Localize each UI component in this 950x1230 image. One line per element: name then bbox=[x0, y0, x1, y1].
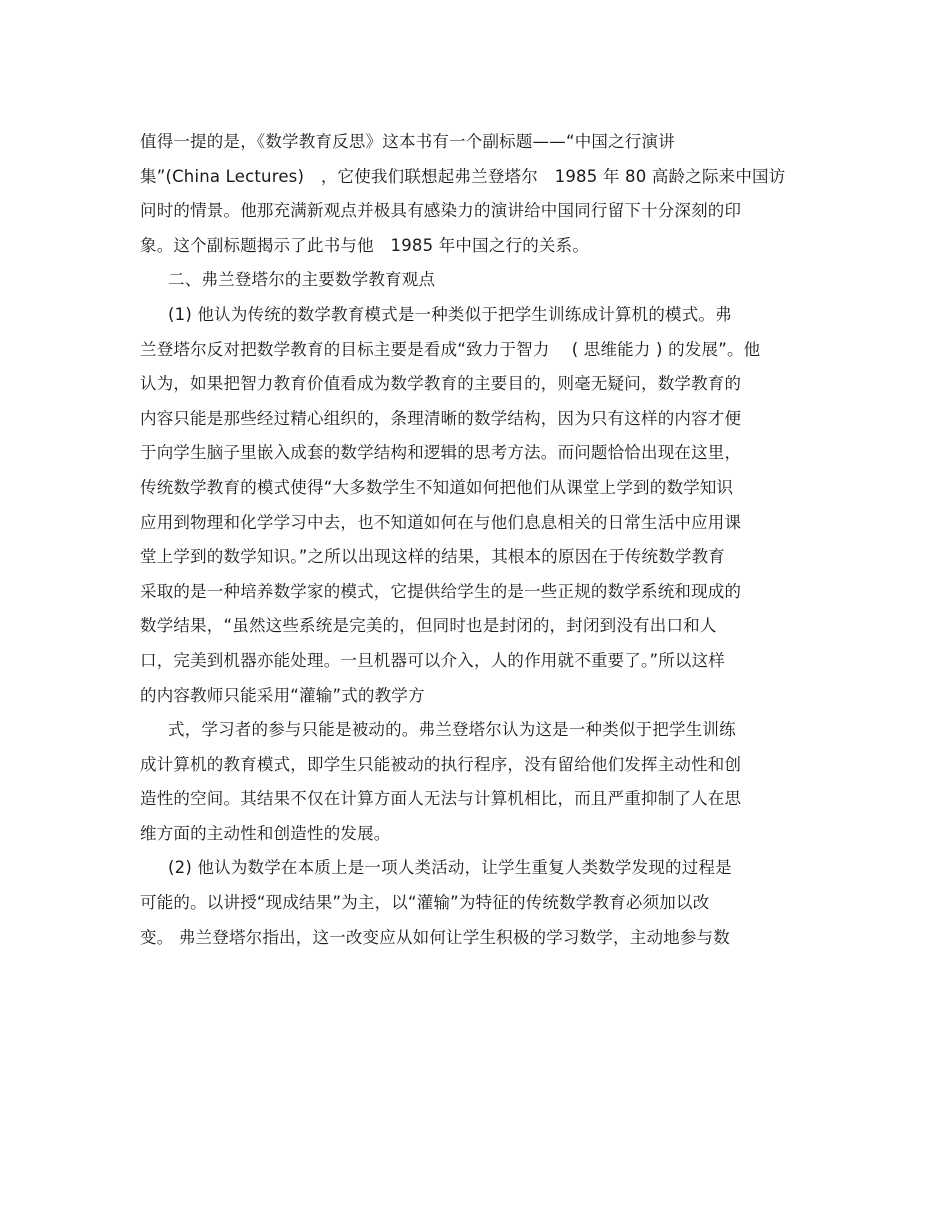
text-line: 堂上学到的数学知识。”之所以出现这样的结果，其根本的原因在于传统数学教育 bbox=[140, 547, 725, 567]
text-line: 可能的。以讲授“现成结果”为主，以“灌输”为特征的传统数学教育必须加以改 bbox=[140, 893, 710, 913]
text-line: 兰登塔尔反对把数学教育的目标主要是看成“致力于智力 ( 思维能力 ) 的发展”。他 bbox=[140, 339, 761, 359]
text-line: 值得一提的是，《数学教育反思》这本书有一个副标题——“中国之行演讲 bbox=[140, 132, 675, 151]
text-line: 于向学生脑子里嵌入成套的数学结构和逻辑的思考方法。而问题恰恰出现在这里， bbox=[140, 443, 742, 463]
text-line: 造性的空间。其结果不仅在计算方面人无法与计算机相比，而且严重抑制了人在思 bbox=[140, 789, 742, 809]
text-line: 维方面的主动性和创造性的发展。 bbox=[140, 823, 391, 843]
text-line: 象。这个副标题揭示了此书与他 1985 年中国之行的关系。 bbox=[140, 235, 590, 255]
text-line: 应用到物理和化学学习中去，也不知道如何在与他们息息相关的日常生活中应用课 bbox=[140, 512, 742, 532]
text-line: 成计算机的教育模式，即学生只能被动的执行程序，没有留给他们发挥主动性和创 bbox=[140, 754, 742, 774]
text-line: (1) 他认为传统的数学教育模式是一种类似于把学生训练成计算机的模式。弗 bbox=[168, 304, 732, 324]
section-heading: 二、弗兰登塔尔的主要数学教育观点 bbox=[168, 270, 436, 290]
text-line: 变。 弗兰登塔尔指出，这一改变应从如何让学生积极的学习数学，主动地参与数 bbox=[140, 927, 730, 947]
text-line: 式，学习者的参与只能是被动的。弗兰登塔尔认为这是一种类似于把学生训练 bbox=[168, 720, 736, 740]
document-body bbox=[0, 125, 950, 955]
text-line: (2) 他认为数学在本质上是一项人类活动，让学生重复人类数学发现的过程是 bbox=[168, 858, 732, 878]
text-line: 问时的情景。他那充满新观点并极具有感染力的演讲给中国同行留下十分深刻的印 bbox=[140, 201, 742, 221]
text-line: 传统数学教育的模式使得“大多数学生不知道如何把他们从课堂上学到的数学知识 bbox=[140, 477, 734, 497]
text-line: 内容只能是那些经过精心组织的，条理清晰的数学结构，因为只有这样的内容才便 bbox=[140, 408, 742, 428]
text-line: 的内容教师只能采用“灌输”式的教学方 bbox=[140, 685, 425, 705]
text-line: 集”(China Lectures) ，它使我们联想起弗兰登塔尔 1985 年 80 高龄之际来中国访 bbox=[140, 166, 786, 186]
text-line: 数学结果，“虽然这些系统是完美的，但同时也是封闭的，封闭到没有出口和人 bbox=[140, 616, 717, 636]
text-line: 采取的是一种培养数学家的模式，它提供给学生的是一些正规的数学系统和现成的 bbox=[140, 581, 742, 601]
text-line: 认为，如果把智力教育价值看成为数学教育的主要目的，则毫无疑问，数学教育的 bbox=[140, 374, 742, 394]
text-line: 口，完美到机器亦能处理。一旦机器可以介入，人的作用就不重要了。”所以这样 bbox=[140, 650, 725, 670]
